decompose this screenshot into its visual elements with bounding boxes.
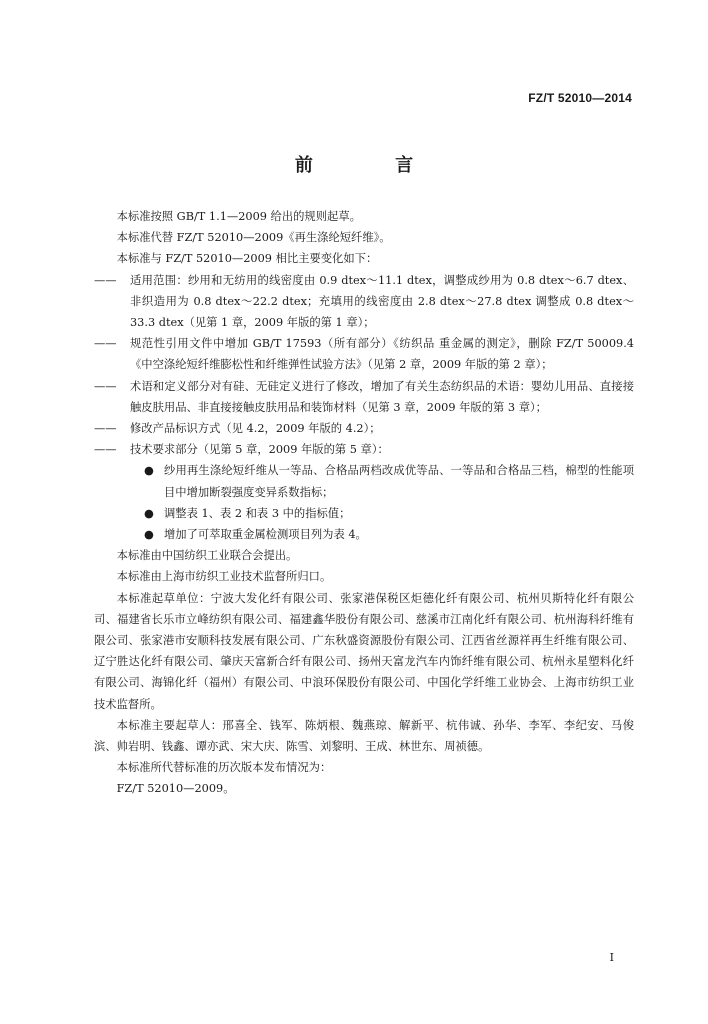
dash-marker: —— — [94, 443, 117, 457]
change-item — [94, 376, 634, 418]
paragraph-administrator: 本标准由上海市纺织工业技术监督所归口。 — [116, 570, 332, 584]
change-item — [94, 270, 634, 334]
bullet-item — [94, 460, 634, 502]
bullet-text: 纱用再生涤纶短纤维从一等品、合格品两档改成优等品、一等品和合格品三档，棉型的性能项目中增加断裂强度变异系数指标； — [164, 464, 634, 499]
bullet-item — [94, 503, 634, 524]
page-title: 前 言 — [294, 155, 452, 176]
change-text: 规范性引用文件中增加 GB/T 17593（所有部分）《纺织品 重金属的测定》，删除 FZ/T 50009.4《中空涤纶短纤维膨松性和纤维弹性试验方法》（见第 2 章，2009 年版的第 2 章）； — [130, 337, 634, 372]
bullet-text: 调整表 1、表 2 和表 3 中的指标值； — [164, 506, 351, 520]
history-item: FZ/T 52010—2009。 — [116, 782, 235, 796]
paragraph-history-intro: 本标准所代替标准的历次版本发布情况为： — [116, 761, 332, 775]
standard-number: FZ/T 52010—2014 — [528, 91, 632, 105]
foreword-body — [94, 206, 634, 800]
bullet-icon: ● — [144, 506, 154, 520]
bullet-text: 增加了可萃取重金属检测项目列为表 4。 — [164, 528, 367, 542]
paragraph-drafters: 本标准主要起草人：邢喜全、钱军、陈炳根、魏燕琼、解新平、杭伟诚、孙华、李军、李纪安、马俊滨、帅岩明、钱鑫、谭亦武、宋大庆、陈雪、刘黎明、王成、林世东、周祯德。 — [94, 718, 634, 754]
change-text: 修改产品标识方式（见 4.2，2009 年版的 4.2）； — [130, 422, 381, 436]
change-text: 适用范围：纱用和无纺用的线密度由 0.9 dtex～11.1 dtex，调整成纱用为 0.8 dtex～6.7 dtex、非织造用为 0.8 dtex～22.2 dtex；充填用的线密度由 2.8 dtex～27.8 dtex 调整成 0.8 dtex～33.3 dtex（见第 1 章，2009 年版的第 1 章）； — [130, 273, 634, 330]
change-item — [94, 439, 634, 460]
bullet-icon: ● — [144, 528, 154, 542]
dash-marker: —— — [94, 337, 117, 351]
change-item — [94, 333, 634, 375]
paragraph-drafting-units: 本标准起草单位：宁波大发化纤有限公司、张家港保税区炬德化纤有限公司、杭州贝斯特化纤有限公司、福建省长乐市立峰纺织有限公司、福建鑫华股份有限公司、慈溪市江南化纤有限公司、杭州海科纤维有限公司、张家港市安顺科技发展有限公司、广东秋盛资源股份有限公司、江西省丝源祥再生纤维有限公司、辽宁胜达化纤有限公司、肇庆天富新合纤有限公司、扬州天富龙汽车内饰纤维有限公司、杭州永星塑料化纤有限公司、海锦化纤（福州）有限公司、中浪环保股份有限公司、中国化学纤维工业协会、上海市纺织工业技术监督所。 — [94, 591, 634, 711]
page-number: I — [609, 951, 614, 964]
change-item — [94, 418, 634, 439]
dash-marker: —— — [94, 422, 117, 436]
dash-marker: —— — [94, 379, 117, 393]
change-text: 术语和定义部分对有硅、无硅定义进行了修改，增加了有关生态纺织品的术语：婴幼儿用品、直接接触皮肤用品、非直接接触皮肤用品和装饰材料（见第 3 章，2009 年版的第 3 章）； — [130, 379, 634, 414]
bullet-item — [94, 524, 634, 545]
paragraph-changes-intro: 本标准与 FZ/T 52010—2009 相比主要变化如下： — [116, 252, 378, 266]
change-text: 技术要求部分（见第 5 章，2009 年版的第 5 章）： — [130, 443, 389, 457]
paragraph-drafting-rules: 本标准按照 GB/T 1.1—2009 给出的规则起草。 — [116, 210, 361, 223]
dash-marker: —— — [94, 273, 117, 287]
bullet-icon: ● — [144, 464, 154, 478]
paragraph-replaces: 本标准代替 FZ/T 52010—2009《再生涤纶短纤维》。 — [116, 231, 391, 245]
paragraph-proposer: 本标准由中国纺织工业联合会提出。 — [116, 549, 298, 563]
